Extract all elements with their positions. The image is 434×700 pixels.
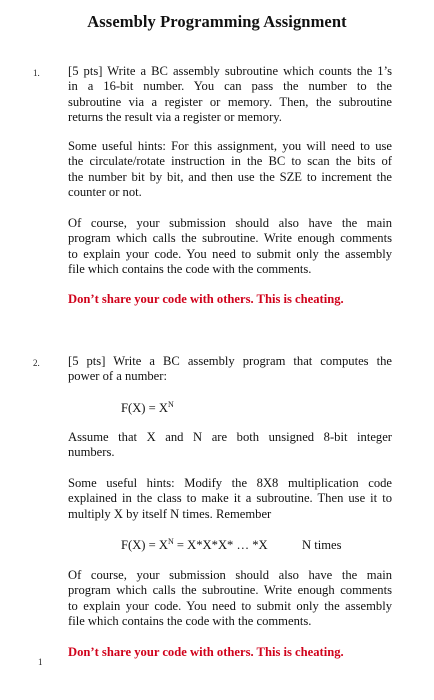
question-1-number: 1.	[33, 68, 40, 78]
page-title: Assembly Programming Assignment	[87, 12, 347, 31]
text-line: subroutine via a register or memory. Then, the subroutine	[68, 94, 392, 109]
power-formula	[121, 401, 174, 416]
formula-note: N times	[302, 538, 342, 552]
text-line: to explain your code. You need to submit only the assembly	[68, 246, 392, 261]
text-line: program which calls the subroutine. Write enough comments	[68, 231, 392, 246]
question-1-paragraph-2	[68, 139, 392, 201]
formula-lhs: F(X) = X	[121, 401, 168, 415]
text-line: [5 pts] Write a BC assembly subroutine which counts the 1’s	[68, 64, 392, 78]
question-2-warning: Don’t share your code with others. This is cheating.	[68, 645, 344, 659]
question-1-warning: Don’t share your code with others. This is cheating.	[68, 292, 344, 306]
text-line: the number bit by bit, and then use the SZE to increment the	[68, 169, 392, 184]
formula-lhs: F(X) = X	[121, 538, 168, 552]
question-1-paragraph-1	[68, 64, 392, 126]
question-2-paragraph-4	[68, 568, 392, 630]
text-line: numbers.	[68, 445, 115, 460]
text-line: power of a number:	[68, 369, 167, 384]
text-line: file which contains the code with the comments.	[68, 262, 312, 277]
formula-rhs: = X*X*X* … *X	[173, 538, 268, 552]
text-line: multiply X by itself N times. Remember	[68, 506, 272, 521]
question-1-paragraph-3	[68, 216, 392, 278]
text-line: program which calls the subroutine. Write enough comments	[68, 583, 392, 598]
question-2-paragraph-1	[68, 354, 392, 385]
text-line: in a 16-bit number. You can pass the number to the	[68, 79, 392, 94]
text-line: Some useful hints: Modify the 8X8 multiplication code	[68, 476, 392, 490]
page-number: 1	[38, 657, 43, 667]
text-line: Of course, your submission should also have the main	[68, 568, 392, 582]
text-line: the circulate/rotate instruction in the BC to scan the bits of	[68, 154, 392, 169]
question-2-number: 2.	[33, 358, 40, 368]
text-line: explained in the class to make it a subroutine. Then use it to	[68, 491, 392, 506]
formula-exponent: N	[167, 400, 174, 409]
formula-exponent: N	[167, 537, 174, 546]
text-line: [5 pts] Write a BC assembly program that computes the	[68, 354, 392, 368]
text-line: to explain your code. You need to submit only the assembly	[68, 598, 392, 613]
text-line: Of course, your submission should also have the main	[68, 216, 392, 230]
question-2-paragraph-3	[68, 476, 392, 522]
question-2-paragraph-2	[68, 430, 392, 461]
text-line: Some useful hints: For this assignment, you will need to use	[68, 139, 392, 153]
text-line: file which contains the code with the comments.	[68, 614, 312, 629]
text-line: Assume that X and N are both unsigned 8-bit integer	[68, 430, 392, 444]
text-line: returns the result via a register or memory.	[68, 110, 282, 125]
text-line: counter or not.	[68, 185, 142, 200]
expansion-formula	[121, 538, 268, 553]
